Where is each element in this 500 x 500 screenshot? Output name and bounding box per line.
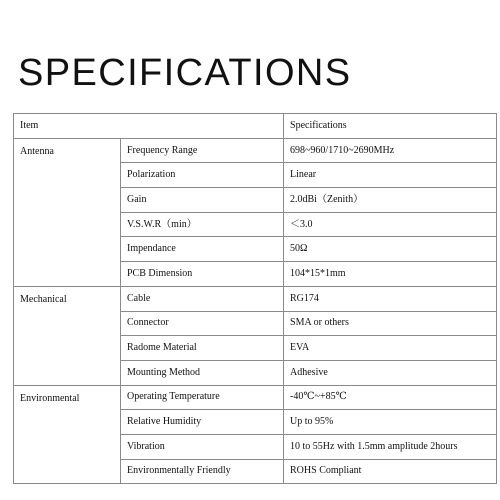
param-value: Adhesive xyxy=(284,360,497,385)
table-row xyxy=(14,385,497,410)
param-name: V.S.W.R（min） xyxy=(121,212,284,237)
param-name: Polarization xyxy=(121,163,284,188)
param-name: Cable xyxy=(121,286,284,311)
specifications-table xyxy=(13,113,497,484)
param-name: Mounting Method xyxy=(121,360,284,385)
header-item: Item xyxy=(14,114,284,139)
param-value: Linear xyxy=(284,163,497,188)
param-name: Environmentally Friendly xyxy=(121,459,284,484)
param-name: Operating Temperature xyxy=(121,385,284,410)
param-value: 2.0dBi（Zenith） xyxy=(284,188,497,213)
param-value: RG174 xyxy=(284,286,497,311)
param-name: Gain xyxy=(121,188,284,213)
param-value: 104*15*1mm xyxy=(284,262,497,287)
param-value: 698~960/1710~2690MHz xyxy=(284,138,497,163)
param-value: 10 to 55Hz with 1.5mm amplitude 2hours xyxy=(284,434,497,459)
group-mechanical: Mechanical xyxy=(14,286,121,385)
param-name: PCB Dimension xyxy=(121,262,284,287)
page-title: SPECIFICATIONS xyxy=(18,52,352,94)
param-name: Connector xyxy=(121,311,284,336)
table-header-row xyxy=(14,114,497,139)
param-name: Vibration xyxy=(121,434,284,459)
param-value: ＜3.0 xyxy=(284,212,497,237)
param-name: Relative Humidity xyxy=(121,410,284,435)
param-value: SMA or others xyxy=(284,311,497,336)
param-name: Impendance xyxy=(121,237,284,262)
param-value: EVA xyxy=(284,336,497,361)
table-row xyxy=(14,286,497,311)
param-value: Up to 95% xyxy=(284,410,497,435)
header-specifications: Specifications xyxy=(284,114,497,139)
param-name: Radome Material xyxy=(121,336,284,361)
param-name: Frequency Range xyxy=(121,138,284,163)
table-row xyxy=(14,138,497,163)
group-antenna: Antenna xyxy=(14,138,121,286)
param-value: ROHS Compliant xyxy=(284,459,497,484)
param-value: -40℃~+85℃ xyxy=(284,385,497,410)
group-environmental: Environmental xyxy=(14,385,121,484)
param-value: 50Ω xyxy=(284,237,497,262)
